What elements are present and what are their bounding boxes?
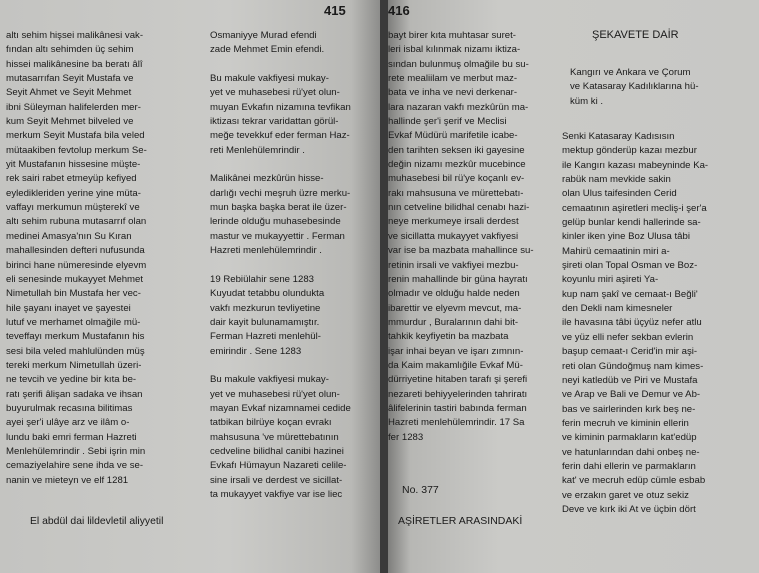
text-line: dürriyetine hitaben tarafı şi şerefi	[388, 374, 528, 386]
text-line: hissei malikânesine ba beratı âlî	[6, 58, 143, 70]
text-line: Ferman Hazreti menlehül-	[210, 331, 321, 343]
text-line: rek sairi rabet etmeyüp kefiyed	[6, 173, 137, 185]
text-line: ile havasına tâbi üçyüz nefer atlu	[562, 317, 702, 329]
text-line: nanin ve mieteyn ve elf 1281	[6, 474, 129, 486]
text-line: Bu makule vakfiyesi mukay-	[210, 374, 329, 386]
text-line: muhasebesi bil rü'ye koçanlı ev-	[388, 173, 525, 185]
text-line: ile Kangırı kazası mabeyninde Ka-	[562, 159, 709, 171]
text-line: cemaatının aşiretleri mecliş-i şer'a	[562, 202, 707, 214]
text-line: bas ve sairlerinden kırk beş ne-	[562, 403, 696, 415]
text-line: Nimetullah bin Mustafa her vec-	[6, 288, 141, 300]
text-line: cedveline bilidhal canibi hazinei	[210, 445, 344, 457]
text-line: ferin mecruh ve kiminin ellerin	[562, 417, 689, 429]
text-line: Kangırı ve Ankara ve Çorum	[570, 67, 691, 78]
text-line: bayt birer kıta muhtasar suret-	[388, 30, 516, 41]
text-line: tatbikan bilrüyе koçan evrakı	[210, 417, 332, 429]
text-line: ve hatunlarından dahi onbeş ne-	[562, 446, 700, 458]
text-line: ratı şerifi âlişan sadaka ve ihsan	[6, 388, 143, 400]
text-line: mahsusuna 've mürettebatının	[210, 431, 339, 443]
text-line: lara nazaran vakfı mezkûrün ma-	[388, 101, 529, 113]
text-line: leri isbal kılınmak nizamı iktiza-	[388, 44, 521, 56]
text-line: den tarihten seksen iki gayesine	[388, 144, 525, 156]
text-line: reti olan Gündoğmuş nam kimes-	[562, 360, 704, 372]
text-line: altı sehim rubuna mutasarrıf olan	[6, 216, 147, 228]
text-line: muyan Evkafın nizamına tevfikan	[210, 101, 351, 113]
text-line: lundu baki emri ferman Hazreti	[6, 431, 137, 443]
text-line: mektup gönderüp kazaı mezbur	[562, 145, 697, 157]
text-line: medinei Amasya'nın Su Kıran	[6, 230, 132, 242]
text-line: cemaziyelahire sene ihda ve se-	[6, 460, 144, 472]
text-line: retinin irsali ve vakfiyei mezbu-	[388, 259, 519, 271]
page-number: 416	[388, 3, 410, 18]
text-line: nın cetveline bilidhal cenabı hazi-	[388, 202, 530, 214]
text-line: ferin dahi ellerin ve parmakların	[562, 460, 696, 472]
paragraph-gap	[210, 259, 351, 273]
text-line: Seyit Ahmet ve Seyit Mehmet	[6, 87, 132, 99]
text-line: Bu makule vakfiyesi mukay-	[210, 73, 329, 85]
text-line: emirindir . Sene 1283	[210, 345, 302, 357]
text-line: mütaakiben fevtolup merkum Se-	[6, 144, 147, 156]
text-line: dair kayit bulunamamıştır.	[210, 316, 320, 328]
text-line: tahkik keyfiyetin ba mazbata	[388, 331, 509, 343]
text-line: birinci hane nümeresinde elyevm	[6, 259, 147, 271]
text-line: Evkaf Müdürü marifetile icabe-	[388, 130, 518, 142]
text-line: ve Katasaray Kadılıklarına hü-	[570, 81, 699, 93]
section-title: AŞİRETLER ARASINDAKİ	[398, 515, 523, 527]
text-line: sından bulunmuş olmağile bu su-	[388, 58, 529, 70]
text-line: darlığı vechi meşruh üzre merku-	[210, 187, 351, 199]
text-line: ve sicillatta mukayyet vakfiyesi	[388, 230, 519, 242]
text-line: Malikânei mezkûrün hisse-	[210, 173, 324, 185]
text-line: sine irsali ve derdest ve sicillat-	[210, 474, 343, 486]
text-line: Senki Katasaray Kadısısın	[562, 131, 675, 142]
text-line: buyurulmak recasına bilitimas	[6, 402, 133, 414]
text-line: eyledikleriden yerine yine müta-	[6, 187, 141, 199]
text-line: rabük nam mevkide sakin	[562, 174, 671, 186]
text-line: fer 1283	[388, 431, 424, 443]
text-line: renin mahallinde bir güna hayratı	[388, 273, 528, 285]
text-line: 19 Rebiülahir sene 1283	[210, 273, 315, 285]
text-line: kat' ve mecruh edüp cümle esbab	[562, 475, 706, 487]
text-column-4	[562, 130, 708, 517]
text-line: Menlehülemrindir . Sebi işrin min	[6, 445, 146, 457]
text-line: hile şayanı inayet ve şayestei	[6, 302, 131, 314]
heading-subtitle	[570, 66, 699, 109]
document-number: No. 377	[402, 484, 439, 496]
text-line: zade Mehmet Emin efendi.	[210, 44, 325, 56]
text-line: âlifelerinin tastiri babında ferman	[388, 402, 527, 414]
text-line: ve erzakın garet ve otuz sekiz	[562, 489, 689, 501]
text-line: Evkafı Hümayun Nazareti celile-	[210, 460, 347, 472]
text-line: merkum Seyit Mustafa bila veled	[6, 130, 145, 142]
text-line: koyunlu miri aşireti Ya-	[562, 274, 659, 286]
text-line: şireti olan Topal Osman ve Boz-	[562, 260, 698, 272]
text-line: da Kaim makamlığile Evkaf Mü-	[388, 359, 523, 371]
text-line: meğe tevekkuf eder ferman Haz-	[210, 130, 350, 142]
text-line: nezareti behiyyelerinden tahriratı	[388, 388, 528, 400]
text-line: reti Menlehülemrindir .	[210, 144, 305, 156]
text-line: ve kiminin parmakların kat'edüp	[562, 432, 697, 444]
text-line: tereki merkum Nimetullah üzeri-	[6, 359, 142, 371]
text-line: olmadır ve olduğu halde neden	[388, 288, 520, 300]
text-line: mmurdur , Buralarının dahi bit-	[388, 316, 519, 328]
text-line: kum Seyit Mehmet bilveled ve	[6, 116, 134, 128]
text-line: ne tevcih ve yedine bir kıta be-	[6, 374, 137, 386]
section-heading: ŞEKAVETE DAİR	[592, 29, 679, 41]
right-page	[388, 0, 759, 573]
text-line: ta mukayyet vakfiye var ise liec	[210, 489, 343, 500]
text-line: fından altı sehimden üç sehim	[6, 44, 134, 56]
text-line: den Dekli nam kimesneler	[562, 303, 673, 315]
text-line: bata ve inha ve nevi derkenar-	[388, 87, 518, 99]
text-line: Mahirü cemaatinin miri a-	[562, 245, 670, 257]
text-line: neye merkumeye irsali derdest	[388, 216, 519, 228]
text-line: sesi bila veled mahlulünden müş	[6, 345, 145, 357]
text-line: başup cemaat-ı Cerid'in mir aşi-	[562, 346, 698, 358]
text-line: Hazreti menlehülemrindir .	[210, 245, 322, 257]
text-line: eli senesinde mukayyet Mehmet	[6, 273, 144, 285]
text-line: rakı mahsusuna ve mürettebatı-	[388, 187, 524, 199]
text-line: ibarettir ve elyevm mevcut, ma-	[388, 302, 522, 314]
column-footer: El abdül dai lildevletil aliyyetil	[30, 516, 164, 527]
text-line: lutuf ve merhamet olmağile mü-	[6, 316, 141, 328]
text-line: ve yüz elli nefer sekban evlerin	[562, 331, 694, 343]
text-line: altı sehim hişsei malikânesi vak-	[6, 30, 144, 41]
paragraph-gap	[210, 58, 351, 72]
text-column-3	[388, 29, 534, 445]
paragraph-gap	[210, 158, 351, 172]
text-line: ve Arap ve Bali ve Demur ve Ab-	[562, 389, 701, 401]
text-line: olan Ulus taifesinden Cerid	[562, 188, 677, 200]
text-line: rete mealiilam ve merbut maz-	[388, 73, 518, 85]
page-number: 415	[324, 3, 346, 18]
text-line: kup nam şakî ve cemaat-ı Beğli'	[562, 288, 698, 300]
text-line: değin nizamı mezkûr mucebince	[388, 159, 526, 171]
text-line: yit Mustafanın hissesine müşte-	[6, 159, 141, 171]
text-line: yet ve muhasebesi rü'yet olun-	[210, 87, 340, 99]
text-line: Kuyudat tetabbu olundukta	[210, 288, 325, 300]
text-line: Osmaniyye Murad efendi	[210, 30, 317, 41]
text-line: var ise ba mazbata mahallince su-	[388, 245, 534, 257]
text-line: mayan Evkaf nizamnamei cedide	[210, 402, 351, 414]
text-column-2	[210, 29, 351, 502]
text-line: mun başka başka berat ile üzer-	[210, 202, 347, 214]
paragraph-gap	[210, 359, 351, 373]
text-line: vaffayı merkumun müşterekî ve	[6, 202, 140, 214]
text-line: ibni Süleyman halifelerden mer-	[6, 101, 141, 113]
text-line: mutasarrıfan Seyit Mustafa ve	[6, 73, 134, 85]
text-line: hallinde şer'i şerif ve Meclisi	[388, 116, 507, 128]
text-line: ayei şer'i ulâye arz ve ilâm o-	[6, 417, 130, 429]
text-line: küm ki .	[570, 95, 604, 107]
text-line: işar inhai beyan ve işarı zımnın-	[388, 345, 524, 357]
text-line: yet ve muhasebesi rü'yet olun-	[210, 388, 340, 400]
text-line: vakfı mezkurun tevliyetine	[210, 302, 321, 314]
text-line: teveffayı merkum Mustafanın his	[6, 331, 145, 343]
text-line: kinler iken yine Boz Ulusa tâbi	[562, 231, 690, 243]
text-line: lerinde olduğu muhasebesinde	[210, 216, 341, 228]
text-line: neyi katledüb ve Piri ve Mustafa	[562, 374, 698, 386]
text-column-1	[6, 29, 147, 488]
text-line: iktizası tekrar varidattan görül-	[210, 116, 339, 128]
text-line: mahallesinden defteri nufusunda	[6, 245, 145, 257]
text-line: Deve ve kırk iki At ve üçbin dört	[562, 503, 696, 515]
text-line: mastur ve mukayyettir . Ferman	[210, 230, 345, 242]
text-line: gelüp bunlar kendi hallerinde sa-	[562, 217, 701, 229]
text-line: Hazreti menlehülemrindir. 17 Sa	[388, 417, 525, 429]
